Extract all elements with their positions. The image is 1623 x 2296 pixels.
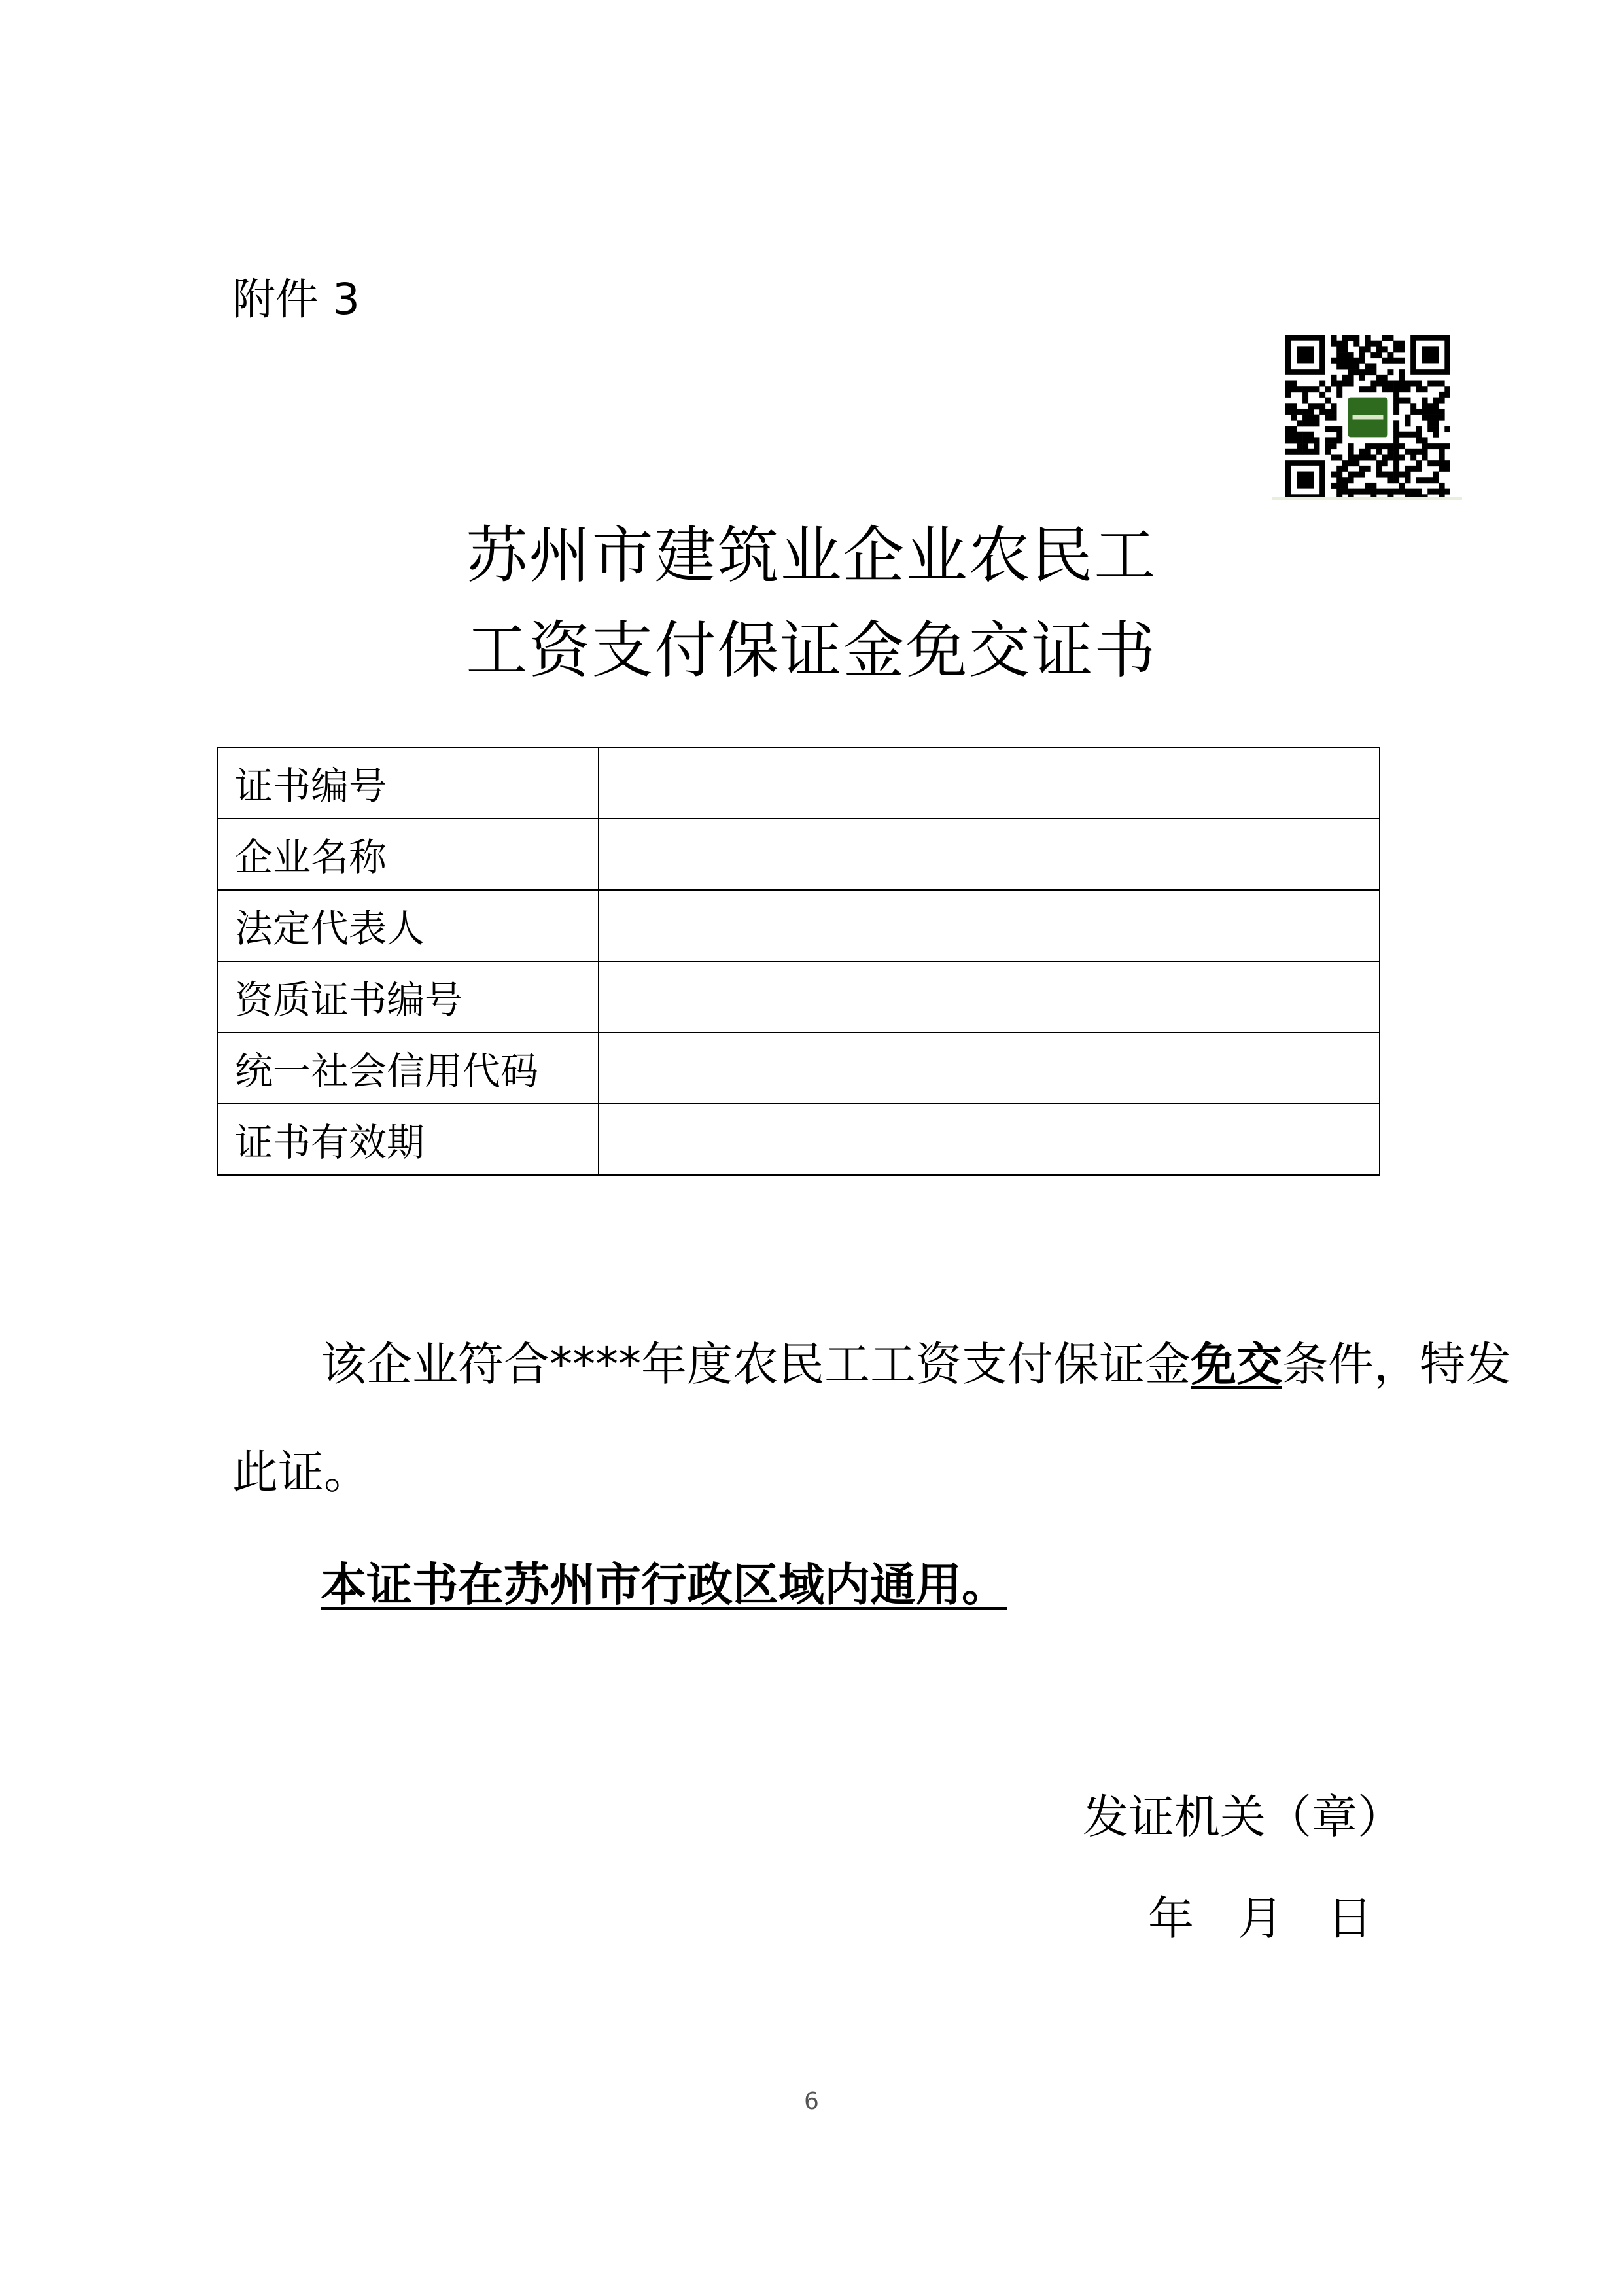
qr-divider	[1272, 497, 1462, 500]
table-row	[218, 890, 1380, 961]
row-label-qualification-number: 资质证书编号	[218, 961, 599, 1033]
body-paragraph-2: 此证。	[232, 1445, 370, 1499]
row-value-legal-representative	[599, 890, 1380, 961]
row-label-validity-period: 证书有效期	[218, 1104, 599, 1175]
body-text: 条件，特发	[1282, 1337, 1511, 1391]
row-value-qualification-number	[599, 961, 1380, 1033]
row-value-validity-period	[599, 1104, 1380, 1175]
row-label-company-name: 企业名称	[218, 819, 599, 890]
attachment-label: 附件 3	[232, 274, 360, 325]
row-label-legal-representative: 法定代表人	[218, 890, 599, 961]
table-row	[218, 1033, 1380, 1104]
table-row	[218, 747, 1380, 819]
body-paragraph-3: 本证书在苏州市行政区域内通用。	[321, 1558, 1007, 1612]
row-value-certificate-number	[599, 747, 1380, 819]
row-value-company-name	[599, 819, 1380, 890]
issue-date: 年 月 日	[1148, 1892, 1373, 1945]
document-title-line-2: 工资支付保证金免交证书	[466, 615, 1157, 686]
page-number: 6	[804, 2088, 819, 2115]
body-emphasis: 免交	[1191, 1337, 1282, 1391]
issuing-authority: 发证机关（章）	[1083, 1790, 1403, 1844]
row-label-credit-code: 统一社会信用代码	[218, 1033, 599, 1104]
certificate-info-table	[217, 747, 1380, 1176]
document-title-line-1: 苏州市建筑业企业农民工	[466, 520, 1157, 592]
table-row	[218, 1104, 1380, 1175]
table-row	[218, 819, 1380, 890]
body-text: 该企业符合****年度农民工工资支付保证金	[321, 1337, 1191, 1391]
row-value-credit-code	[599, 1033, 1380, 1104]
qr-code-icon	[1285, 335, 1450, 500]
body-paragraph-1	[321, 1337, 1511, 1392]
table-row	[218, 961, 1380, 1033]
row-label-certificate-number: 证书编号	[218, 747, 599, 819]
